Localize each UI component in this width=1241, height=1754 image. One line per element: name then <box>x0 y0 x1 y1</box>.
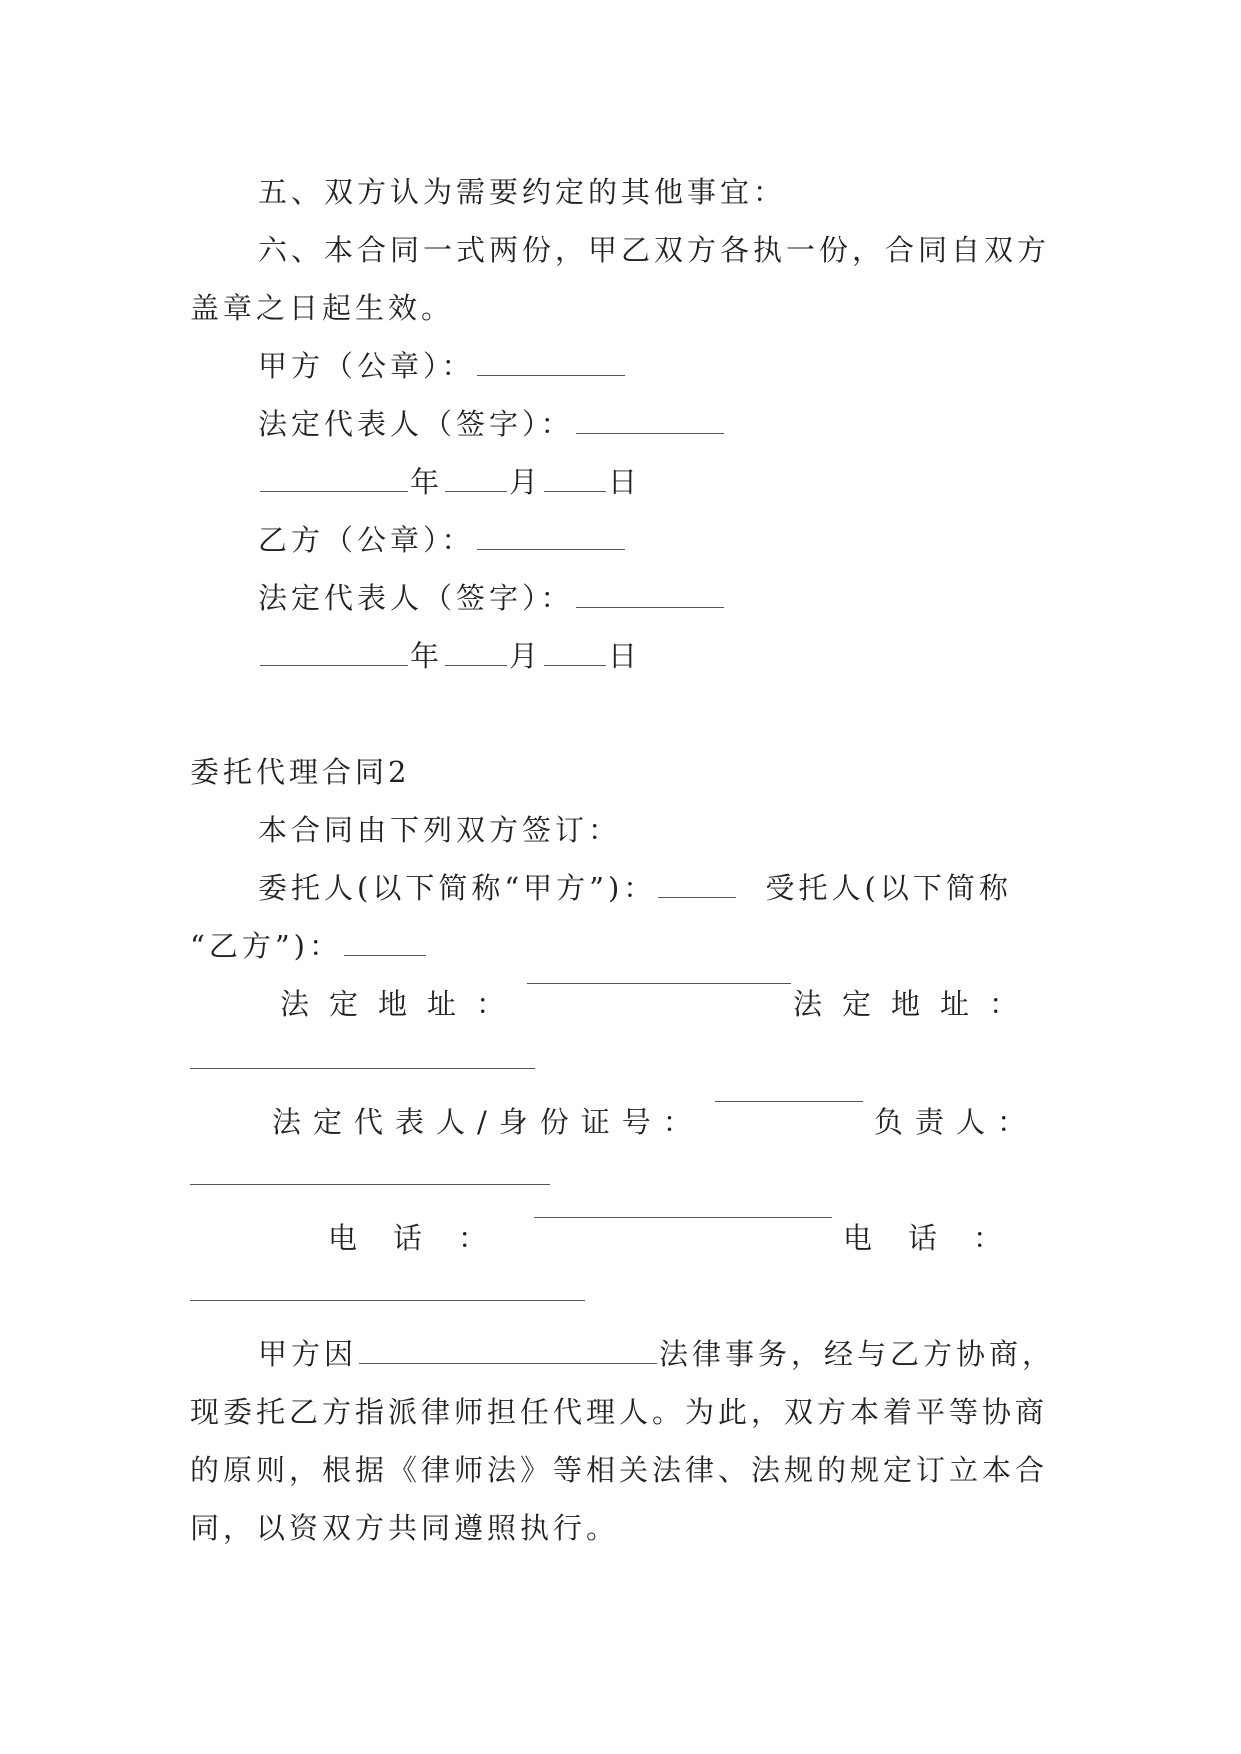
party-a-rep-label: 法定代表人（签字）： <box>258 407 574 441</box>
party-a-date-line <box>258 460 1128 501</box>
principal-address-label: 法定地址： <box>280 987 526 1021</box>
responsible-label: 负责人： <box>873 1105 1038 1139</box>
party-b-seal-blank <box>477 548 625 550</box>
day-blank <box>544 664 606 666</box>
month-label: 月 <box>509 465 543 499</box>
month-blank <box>445 490 507 492</box>
party-b-rep-label: 法定代表人（签字）： <box>258 581 574 615</box>
agent-blank <box>344 954 426 956</box>
party-a-rep-line <box>258 402 1128 443</box>
party-b-date-line <box>258 634 1128 675</box>
agent-address-label: 法定地址： <box>792 987 1038 1021</box>
agent-label: 受托人(以下简称 <box>765 871 1012 905</box>
phone-line <box>328 1216 1038 1257</box>
party-a-seal-line <box>258 344 1128 385</box>
month-label: 月 <box>509 639 543 673</box>
party-b-seal-label: 乙方（公章）： <box>258 523 475 557</box>
representative-line <box>272 1100 1038 1141</box>
contract-title: 委托代理合同2 <box>190 755 411 789</box>
clause-5: 五、双方认为需要约定的其他事宜： <box>258 175 787 209</box>
day-label: 日 <box>608 639 642 673</box>
principal-label: 委托人(以下简称“甲方”)： <box>258 871 657 905</box>
year-blank <box>260 490 408 492</box>
agent-phone-blank <box>190 1300 585 1301</box>
principal-address-blank <box>527 982 791 984</box>
party-b-rep-blank <box>576 606 724 608</box>
parties-line-1 <box>258 866 1048 907</box>
year-blank <box>260 664 408 666</box>
address-line <box>280 982 1038 1023</box>
principal-phone-label: 电话： <box>328 1221 524 1255</box>
year-label: 年 <box>410 639 444 673</box>
rep-id-label: 法定代表人/身份证号： <box>272 1105 704 1139</box>
body-line-3: 的原则，根据《律师法》等相关法律、法规的规定订立本合 <box>190 1453 1049 1487</box>
rep-id-blank <box>715 1100 863 1102</box>
agent-address-blank <box>190 1068 535 1069</box>
agent-phone-label: 电话： <box>842 1221 1038 1255</box>
principal-phone-blank <box>534 1216 832 1218</box>
day-blank <box>544 490 606 492</box>
matter-prefix: 甲方因 <box>258 1337 358 1371</box>
party-b-seal-line <box>258 518 1128 559</box>
party-a-seal-label: 甲方（公章）： <box>258 349 475 383</box>
matter-line <box>258 1332 1060 1373</box>
responsible-blank <box>190 1184 550 1185</box>
contract-intro: 本合同由下列双方签订： <box>258 813 622 847</box>
matter-blank <box>359 1362 657 1364</box>
party-a-seal-blank <box>477 374 625 376</box>
day-label: 日 <box>608 465 642 499</box>
party-a-rep-blank <box>576 432 724 434</box>
year-label: 年 <box>410 465 444 499</box>
body-line-4: 同，以资双方共同遵照执行。 <box>190 1511 620 1545</box>
clause-6-line-1: 六、本合同一式两份，甲乙双方各执一份，合同自双方 <box>258 233 1051 267</box>
clause-6-line-2: 盖章之日起生效。 <box>190 291 455 325</box>
agent-label-cont: “乙方”)： <box>190 929 342 963</box>
month-blank <box>445 664 507 666</box>
parties-line-2 <box>190 924 1060 965</box>
principal-blank <box>658 896 736 898</box>
body-line-2: 现委托乙方指派律师担任代理人。为此，双方本着平等协商 <box>190 1395 1049 1429</box>
party-b-rep-line <box>258 576 1128 617</box>
matter-suffix: 法律事务，经与乙方协商， <box>659 1337 1056 1371</box>
